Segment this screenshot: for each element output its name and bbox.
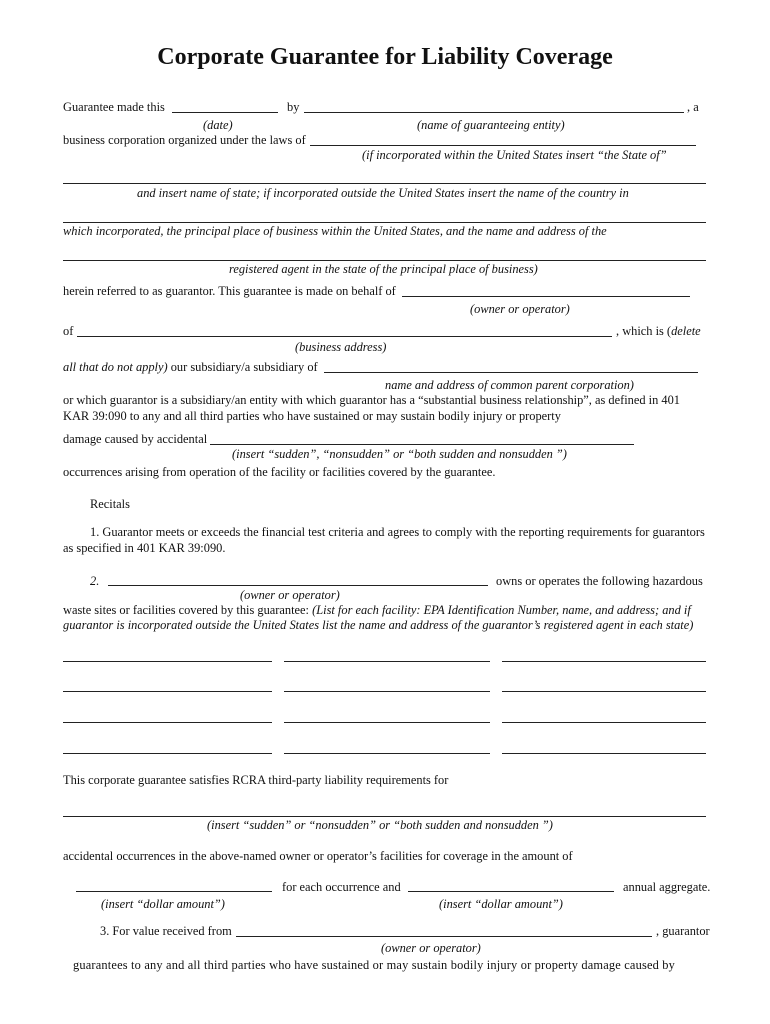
- facility-field[interactable]: [63, 661, 272, 662]
- facility-field[interactable]: [502, 661, 706, 662]
- facility-field[interactable]: [502, 691, 706, 692]
- date-field[interactable]: [172, 112, 278, 113]
- occurrences-text: occurrences arising from operation of the facility or facilities covered by the guarantee.: [63, 465, 496, 479]
- comma-a-label: , a: [687, 100, 699, 114]
- which-is-label: , which is (delete: [616, 324, 701, 338]
- annual-aggregate-label: annual aggregate.: [623, 880, 711, 894]
- facility-field[interactable]: [63, 722, 272, 723]
- facility-field[interactable]: [284, 722, 490, 723]
- sudden-hint: (insert “sudden”, “nonsudden” or “both sudden and nonsudden ”): [232, 447, 567, 461]
- state-hint-4: registered agent in the state of the principal place of business): [229, 262, 538, 276]
- rcra-sudden-hint: (insert “sudden” or “nonsudden” or “both sudden and nonsudden ”): [207, 818, 553, 832]
- recital-2-owner-field[interactable]: [108, 585, 488, 586]
- state-line-2[interactable]: [63, 222, 706, 223]
- recital-1-line-1: 1. Guarantor meets or exceeds the financial test criteria and agrees to comply with the reporting requirements for guarantors: [90, 525, 705, 539]
- damage-label: damage caused by accidental: [63, 432, 208, 446]
- recital-3-owner-hint: (owner or operator): [381, 941, 481, 955]
- entity-hint: (name of guaranteeing entity): [417, 118, 565, 132]
- laws-of-field[interactable]: [310, 145, 696, 146]
- dollar-hint-1: (insert “dollar amount”): [101, 897, 225, 911]
- recital-3-line-2: guarantees to any and all third parties who have sustained or may sustain bodily injury or property damage caused by: [73, 958, 676, 972]
- rcra-text: This corporate guarantee satisfies RCRA third-party liability requirements for: [63, 773, 449, 787]
- relationship-line-2: KAR 39:090 to any and all third parties who have sustained or may sustain bodily injury or property: [63, 409, 561, 423]
- recital-1-line-2: as specified in 401 KAR 39:090.: [63, 541, 226, 555]
- recital-2-line-3: guarantor is incorporated outside the United States list the name and address of the guarantor’s registered agent in each state): [63, 618, 694, 632]
- behalf-label: herein referred to as guarantor. This guarantee is made on behalf of: [63, 284, 396, 298]
- per-occurrence-amount-field[interactable]: [76, 891, 272, 892]
- owner-operator-field[interactable]: [402, 296, 690, 297]
- state-hint-2: and insert name of state; if incorporated outside the United States insert the name of the country in: [137, 186, 629, 200]
- laws-of-label: business corporation organized under the laws of: [63, 133, 306, 147]
- facility-field[interactable]: [284, 753, 490, 754]
- parent-hint: name and address of common parent corporation): [385, 378, 634, 392]
- owner-hint: (owner or operator): [470, 302, 570, 316]
- recital-2-owner-hint: (owner or operator): [240, 588, 340, 602]
- business-address-field[interactable]: [77, 336, 612, 337]
- recital-3-guarantor: , guarantor: [656, 924, 710, 938]
- facility-field[interactable]: [284, 691, 490, 692]
- by-label: by: [287, 100, 300, 114]
- facility-field[interactable]: [502, 722, 706, 723]
- address-hint: (business address): [295, 340, 387, 354]
- date-hint: (date): [203, 118, 233, 132]
- facility-field[interactable]: [502, 753, 706, 754]
- state-hint-1: (if incorporated within the United States insert “the State of”: [362, 148, 667, 162]
- each-occurrence-label: for each occurrence and: [282, 880, 401, 894]
- accidental-type-field[interactable]: [210, 444, 634, 445]
- recital-2-owns: owns or operates the following hazardous: [496, 574, 703, 588]
- recitals-heading: Recitals: [90, 497, 130, 511]
- facility-field[interactable]: [63, 753, 272, 754]
- recital-3-text: 3. For value received from: [100, 924, 232, 938]
- facility-field[interactable]: [284, 661, 490, 662]
- accidental-occurrences-text: accidental occurrences in the above-named owner or operator’s facilities for coverage in the amount of: [63, 849, 573, 863]
- annual-aggregate-amount-field[interactable]: [408, 891, 614, 892]
- state-hint-3: which incorporated, the principal place of business within the United States, and the name and address of the: [63, 224, 607, 238]
- document-title: Corporate Guarantee for Liability Coverage: [157, 44, 613, 70]
- state-line-1[interactable]: [63, 183, 706, 184]
- parent-corporation-field[interactable]: [324, 372, 698, 373]
- dollar-hint-2: (insert “dollar amount”): [439, 897, 563, 911]
- state-line-3[interactable]: [63, 260, 706, 261]
- rcra-type-field[interactable]: [63, 816, 706, 817]
- recital-2-number: 2.: [90, 574, 100, 588]
- guaranteeing-entity-field[interactable]: [304, 112, 684, 113]
- made-this-label: Guarantee made this: [63, 100, 165, 114]
- subsidiary-line: all that do not apply) our subsidiary/a subsidiary of: [63, 360, 318, 374]
- facility-field[interactable]: [63, 691, 272, 692]
- recital-2-line-2: waste sites or facilities covered by this guarantee: (List for each facility: EPA Identification Number, name, and address; and if: [63, 603, 691, 617]
- of-label: of: [63, 324, 74, 338]
- recital-3-owner-field[interactable]: [236, 936, 652, 937]
- relationship-line-1: or which guarantor is a subsidiary/an entity with which guarantor has a “substantial business relationship”, as defined in 401: [63, 393, 680, 407]
